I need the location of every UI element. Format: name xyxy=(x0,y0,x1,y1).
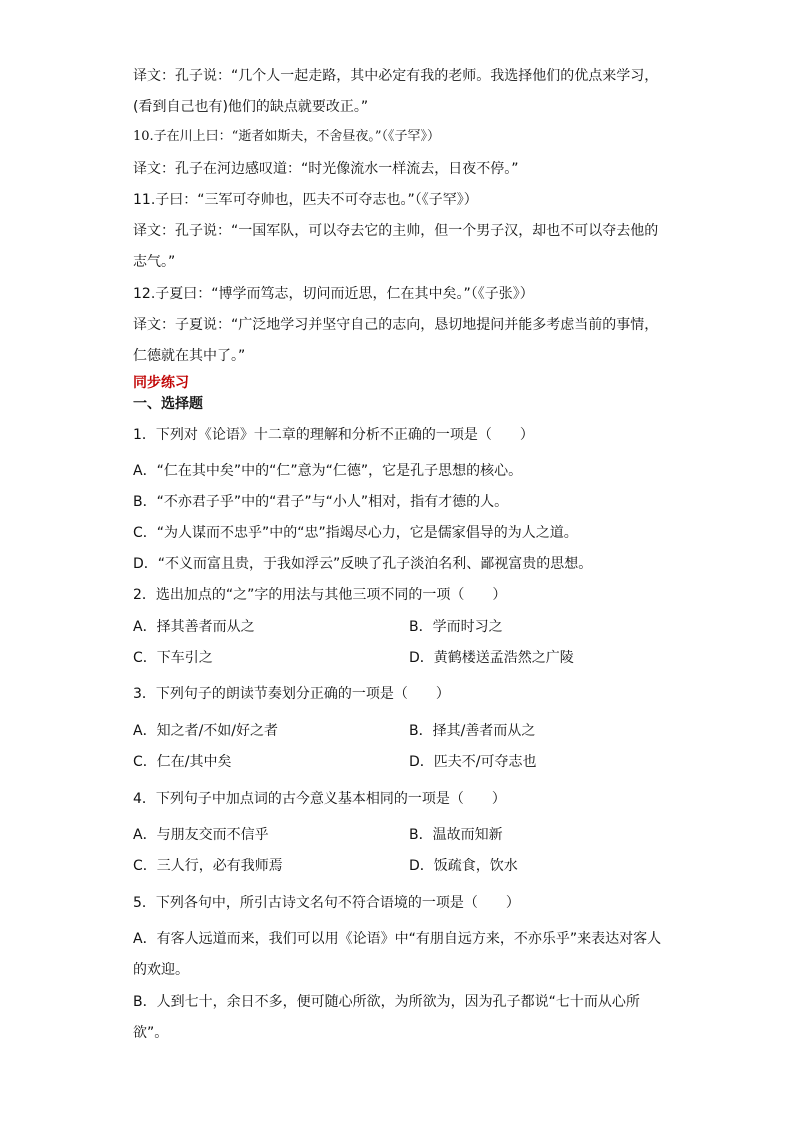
subsection-heading: 一、选择题 xyxy=(133,396,203,412)
question-stem: 4．下列句子中加点词的古今意义基本相同的一项是（ ） xyxy=(133,791,506,807)
translation-line: 志气。” xyxy=(133,254,176,270)
quote-line: 11.子曰：“三军可夺帅也，匹夫不可夺志也。”（《子罕》） xyxy=(133,192,478,208)
quote-line: 10.子在川上曰：“逝者如斯夫，不舍昼夜。”（《子罕》） xyxy=(133,129,440,144)
option: A．有客人远道而来，我们可以用《论语》中“有朋自远方来，不亦乐乎”来表达对客人 xyxy=(133,931,662,947)
option: C．下车引之 xyxy=(133,650,213,666)
option: D．“不义而富且贵，于我如浮云”反映了孔子淡泊名利、鄙视富贵的思想。 xyxy=(133,556,593,572)
question-stem: 3．下列句子的朗读节奏划分正确的一项是（ ） xyxy=(133,686,450,702)
option: C．“为人谋而不忠乎”中的“忠”指竭尽心力，它是儒家倡导的为人之道。 xyxy=(133,525,578,541)
question-stem: 1．下列对《论语》十二章的理解和分析不正确的一项是（ ） xyxy=(133,427,534,443)
option: B．人到七十，余日不多，便可随心所欲，为所欲为，因为孔子都说“七十而从心所 xyxy=(133,994,640,1010)
option: A．与朋友交而不信乎 xyxy=(133,827,269,843)
translation-line: 仁德就在其中了。” xyxy=(133,348,246,364)
question-stem: 5．下列各句中，所引古诗文名句不符合语境的一项是（ ） xyxy=(133,895,520,911)
option: B．择其/善者而从之 xyxy=(409,723,536,739)
option: 欲”。 xyxy=(133,1025,169,1041)
option: A．择其善者而从之 xyxy=(133,619,255,635)
option: 的欢迎。 xyxy=(133,962,189,978)
translation-line: 译文：孔子说：“几个人一起走路，其中必定有我的老师。我选择他们的优点来学习， xyxy=(133,68,659,84)
translation-line: (看到自己也有)他们的缺点就要改正。” xyxy=(133,99,369,115)
translation-line: 译文：孔子在河边感叹道：“时光像流水一样流去，日夜不停。” xyxy=(133,161,519,177)
option: B．学而时习之 xyxy=(409,619,503,635)
option: A．“仁在其中矣”中的“仁”意为“仁德”，它是孔子思想的核心。 xyxy=(133,463,523,479)
option: B．温故而知新 xyxy=(409,827,503,843)
option: C．仁在/其中矣 xyxy=(133,754,232,770)
option: B．“不亦君子乎”中的“君子”与“小人”相对，指有才德的人。 xyxy=(133,494,509,510)
translation-line: 译文：孔子说：“一国军队，可以夺去它的主帅，但一个男子汉，却也不可以夺去他的 xyxy=(133,223,659,239)
option: A．知之者/不如/好之者 xyxy=(133,723,279,739)
question-stem: 2．选出加点的“之”字的用法与其他三项不同的一项（ ） xyxy=(133,587,507,603)
option: D．饭疏食，饮水 xyxy=(409,858,518,874)
section-heading: 同步练习 xyxy=(133,375,189,391)
option: D．匹夫不/可夺志也 xyxy=(409,754,537,770)
option: C．三人行，必有我师焉 xyxy=(133,858,283,874)
translation-line: 译文：子夏说：“广泛地学习并坚守自己的志向，恳切地提问并能多考虑当前的事情， xyxy=(133,317,659,333)
quote-line: 12.子夏曰：“博学而笃志，切问而近思，仁在其中矣。”（《子张》） xyxy=(133,286,534,302)
option: D．黄鹤楼送孟浩然之广陵 xyxy=(409,650,574,666)
